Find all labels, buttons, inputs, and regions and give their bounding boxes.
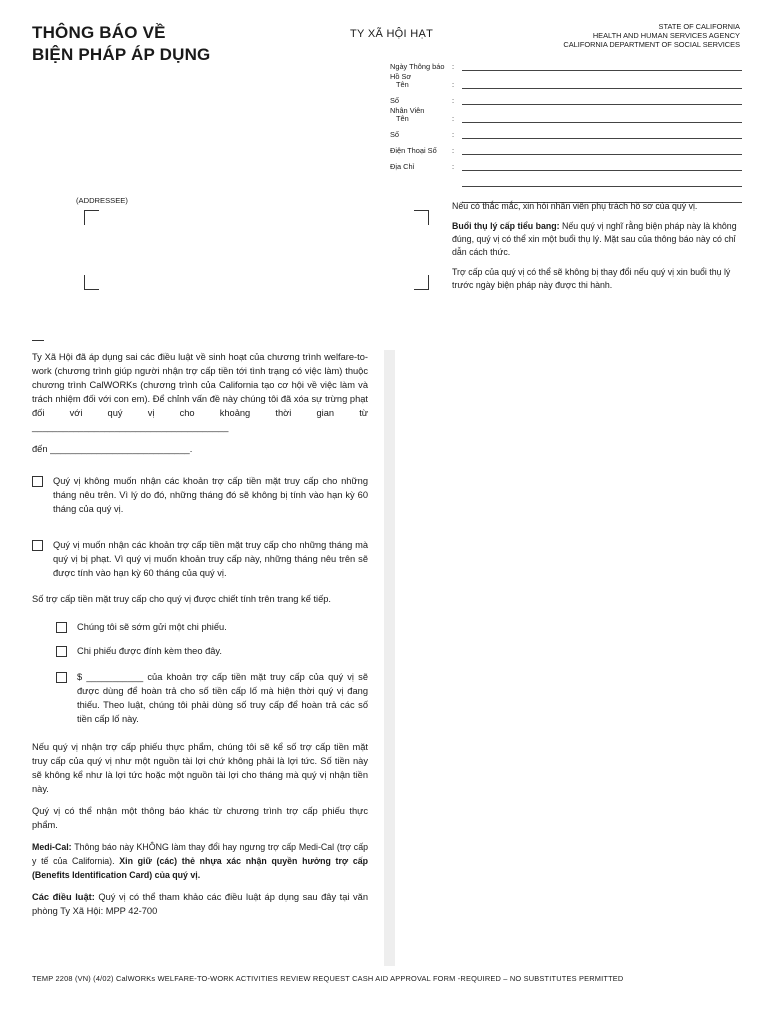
agency-line-3: CALIFORNIA DEPARTMENT OF SOCIAL SERVICES — [563, 40, 740, 49]
case-number-line[interactable] — [462, 96, 742, 105]
intro-text: Ty Xã Hội đã áp dụng sai các điều luật về sinh hoạt của chương trình welfare-to-work (chương trình giúp người nhận trợ cấp tiền tới tình trạng có việc làm) thuộc chương trình CalWORKs (chương trình của California tạo cơ hội về việc làm và trách nhiệm đối với con em). Để chỉnh vấn đề này chúng tôi đã xóa sự trừng phạt đối với quý vị cho khoảng thời gian từ ______________________________________ — [32, 352, 368, 432]
medi-cal-text: Thông báo này KHÔNG làm thay đổi hay ngưng trợ cấp Medi-Cal (trợ cấp y tế của California). — [32, 842, 368, 866]
sub-1-text: Chúng tôi sẽ sớm gửi một chi phiếu. — [77, 622, 227, 632]
questions-text: Nếu có thắc mắc, xin hỏi nhân viên phụ trách hồ sơ của quý vị. — [452, 201, 698, 211]
sub-1-checkbox[interactable] — [56, 622, 67, 633]
window-corner-bottom-right — [414, 275, 429, 290]
case-name-line[interactable] — [462, 80, 742, 89]
hearing-paragraph — [452, 220, 742, 259]
computed-text: Số trợ cấp tiền mặt truy cấp cho quý vị được chiết tính trên trang kế tiếp. — [32, 594, 332, 604]
medi-cal-bold-text: Xin giữ (các) thẻ nhựa xác nhận quyền hưởng trợ cấp (Benefits Identification Card) của quý vị. — [32, 856, 368, 880]
column-divider — [384, 350, 395, 966]
option-1-text: Quý vị không muốn nhận các khoản trợ cấp tiền mặt truy cấp cho những tháng nêu trên. Vì lý do đó, những tháng đó sẽ không bị tính vào hạn kỳ 60 tháng của quý vị. — [53, 476, 368, 514]
field-worker-name[interactable]: Nhân Viên Tên : — [390, 105, 742, 123]
sub-option-check-enclosed[interactable] — [56, 644, 368, 658]
addressee-label: (ADDRESSEE) — [76, 196, 128, 205]
window-corner-top-right — [414, 210, 429, 225]
notice-title — [32, 22, 210, 66]
field-address[interactable]: Địa Chỉ : — [390, 155, 742, 171]
phone-number-line[interactable] — [462, 146, 742, 155]
rules-title: Các điều luật: — [32, 892, 95, 902]
address-line-1[interactable] — [462, 162, 742, 171]
county-label: TY XÃ HỘI HẠT — [350, 28, 434, 40]
sub-option-check-soon[interactable] — [56, 620, 368, 634]
agency-line-1: STATE OF CALIFORNIA — [658, 22, 740, 31]
food-notice-text: Quý vị có thể nhận một thông báo khác từ chương trình trợ cấp phiếu thực phẩm. — [32, 806, 368, 830]
benefits-text: Trợ cấp của quý vị có thể sẽ không bị thay đổi nếu quý vị xin buổi thụ lý trước ngày biện pháp này được thi hành. — [452, 267, 731, 290]
address-line-2[interactable] — [462, 178, 742, 187]
title-line-2: BIỆN PHÁP ÁP DỤNG — [32, 45, 211, 64]
window-corner-bottom-left — [84, 275, 99, 290]
sub-2-checkbox[interactable] — [56, 646, 67, 657]
window-corner-top-left — [84, 210, 99, 225]
rules-paragraph — [32, 890, 368, 918]
medi-cal-paragraph — [32, 840, 368, 882]
option-no-supplement[interactable] — [32, 474, 368, 516]
sub-3-checkbox[interactable] — [56, 672, 67, 683]
main-body — [32, 350, 368, 926]
title-line-1: THÔNG BÁO VỀ — [32, 23, 166, 42]
worker-name-line[interactable] — [462, 114, 742, 123]
sub-3-text: $ ___________ của khoản trợ cấp tiền mặt truy cấp của quý vị sẽ được dùng để hoàn trả cho số tiền cấp lố mà hiện thời quý vị đang thiếu. Theo luật, chúng tôi phải dùng số truy cấp để hoàn trả các số tiền cấp lố này. — [77, 672, 368, 724]
hearing-text: Nếu quý vị nghĩ rằng biện pháp này là không đúng, quý vị có thể xin một buổi thụ lý. Mặt sau của thông báo này có chỉ dẫn cách thức. — [452, 221, 737, 257]
case-info-fields — [390, 60, 742, 203]
field-case-number[interactable]: Số : — [390, 89, 742, 105]
agency-block — [563, 22, 740, 49]
option-2-checkbox[interactable] — [32, 540, 43, 551]
option-want-supplement[interactable] — [32, 538, 368, 580]
fold-mark — [32, 340, 44, 341]
worker-number-line[interactable] — [462, 130, 742, 139]
option-1-checkbox[interactable] — [32, 476, 43, 487]
field-worker-number[interactable]: Số : — [390, 123, 742, 139]
field-notice-date[interactable]: Ngày Thông báo : — [390, 60, 742, 71]
medi-cal-title: Medi-Cal: — [32, 842, 72, 852]
notice-date-line[interactable] — [462, 62, 742, 71]
form-footer: TEMP 2208 (VN) (4/02) CalWORKs WELFARE-TO-WORK ACTIVITIES REVIEW REQUEST CASH AID APPROVAL FORM -REQUIRED – NO SUBSTITUTES PERMITTED — [32, 974, 624, 983]
sub-2-text: Chi phiếu được đính kèm theo đây. — [77, 646, 222, 656]
intro-end-date: đến ___________________________. — [32, 444, 193, 454]
field-phone-number[interactable]: Điện Thoại Số : — [390, 139, 742, 155]
right-info-block — [452, 200, 742, 299]
option-2-text: Quý vị muốn nhận các khoản trợ cấp tiền mặt truy cấp cho những tháng mà quý vị bị phạt. Vì quý vị muốn khoản truy cấp này, những tháng nêu trên sẽ được tính vào hạn kỳ 60 tháng của quý vị. — [53, 540, 368, 578]
hearing-title: Buổi thụ lý cấp tiểu bang: — [452, 221, 560, 231]
field-case-name[interactable]: Hồ Sơ Tên : — [390, 71, 742, 89]
agency-line-2: HEALTH AND HUMAN SERVICES AGENCY — [592, 31, 740, 40]
field-address-2[interactable] — [390, 171, 742, 187]
food-stamps-text: Nếu quý vị nhận trợ cấp phiếu thực phẩm, chúng tôi sẽ kể số trợ cấp tiền mặt truy cấp của quý vị như một nguồn tài lợi chứ không phải là lợi tức. Số tiền này sẽ không kể như là lợi tức hoặc một nguồn tài lợi cho tháng mà quý vị nhận tiền này. — [32, 742, 368, 794]
rules-text: Quý vị có thể tham khảo các điều luật áp dụng sau đây tại văn phòng Ty Xã Hội: MPP 42-700 — [32, 892, 368, 916]
sub-option-overpayment[interactable] — [56, 670, 368, 726]
